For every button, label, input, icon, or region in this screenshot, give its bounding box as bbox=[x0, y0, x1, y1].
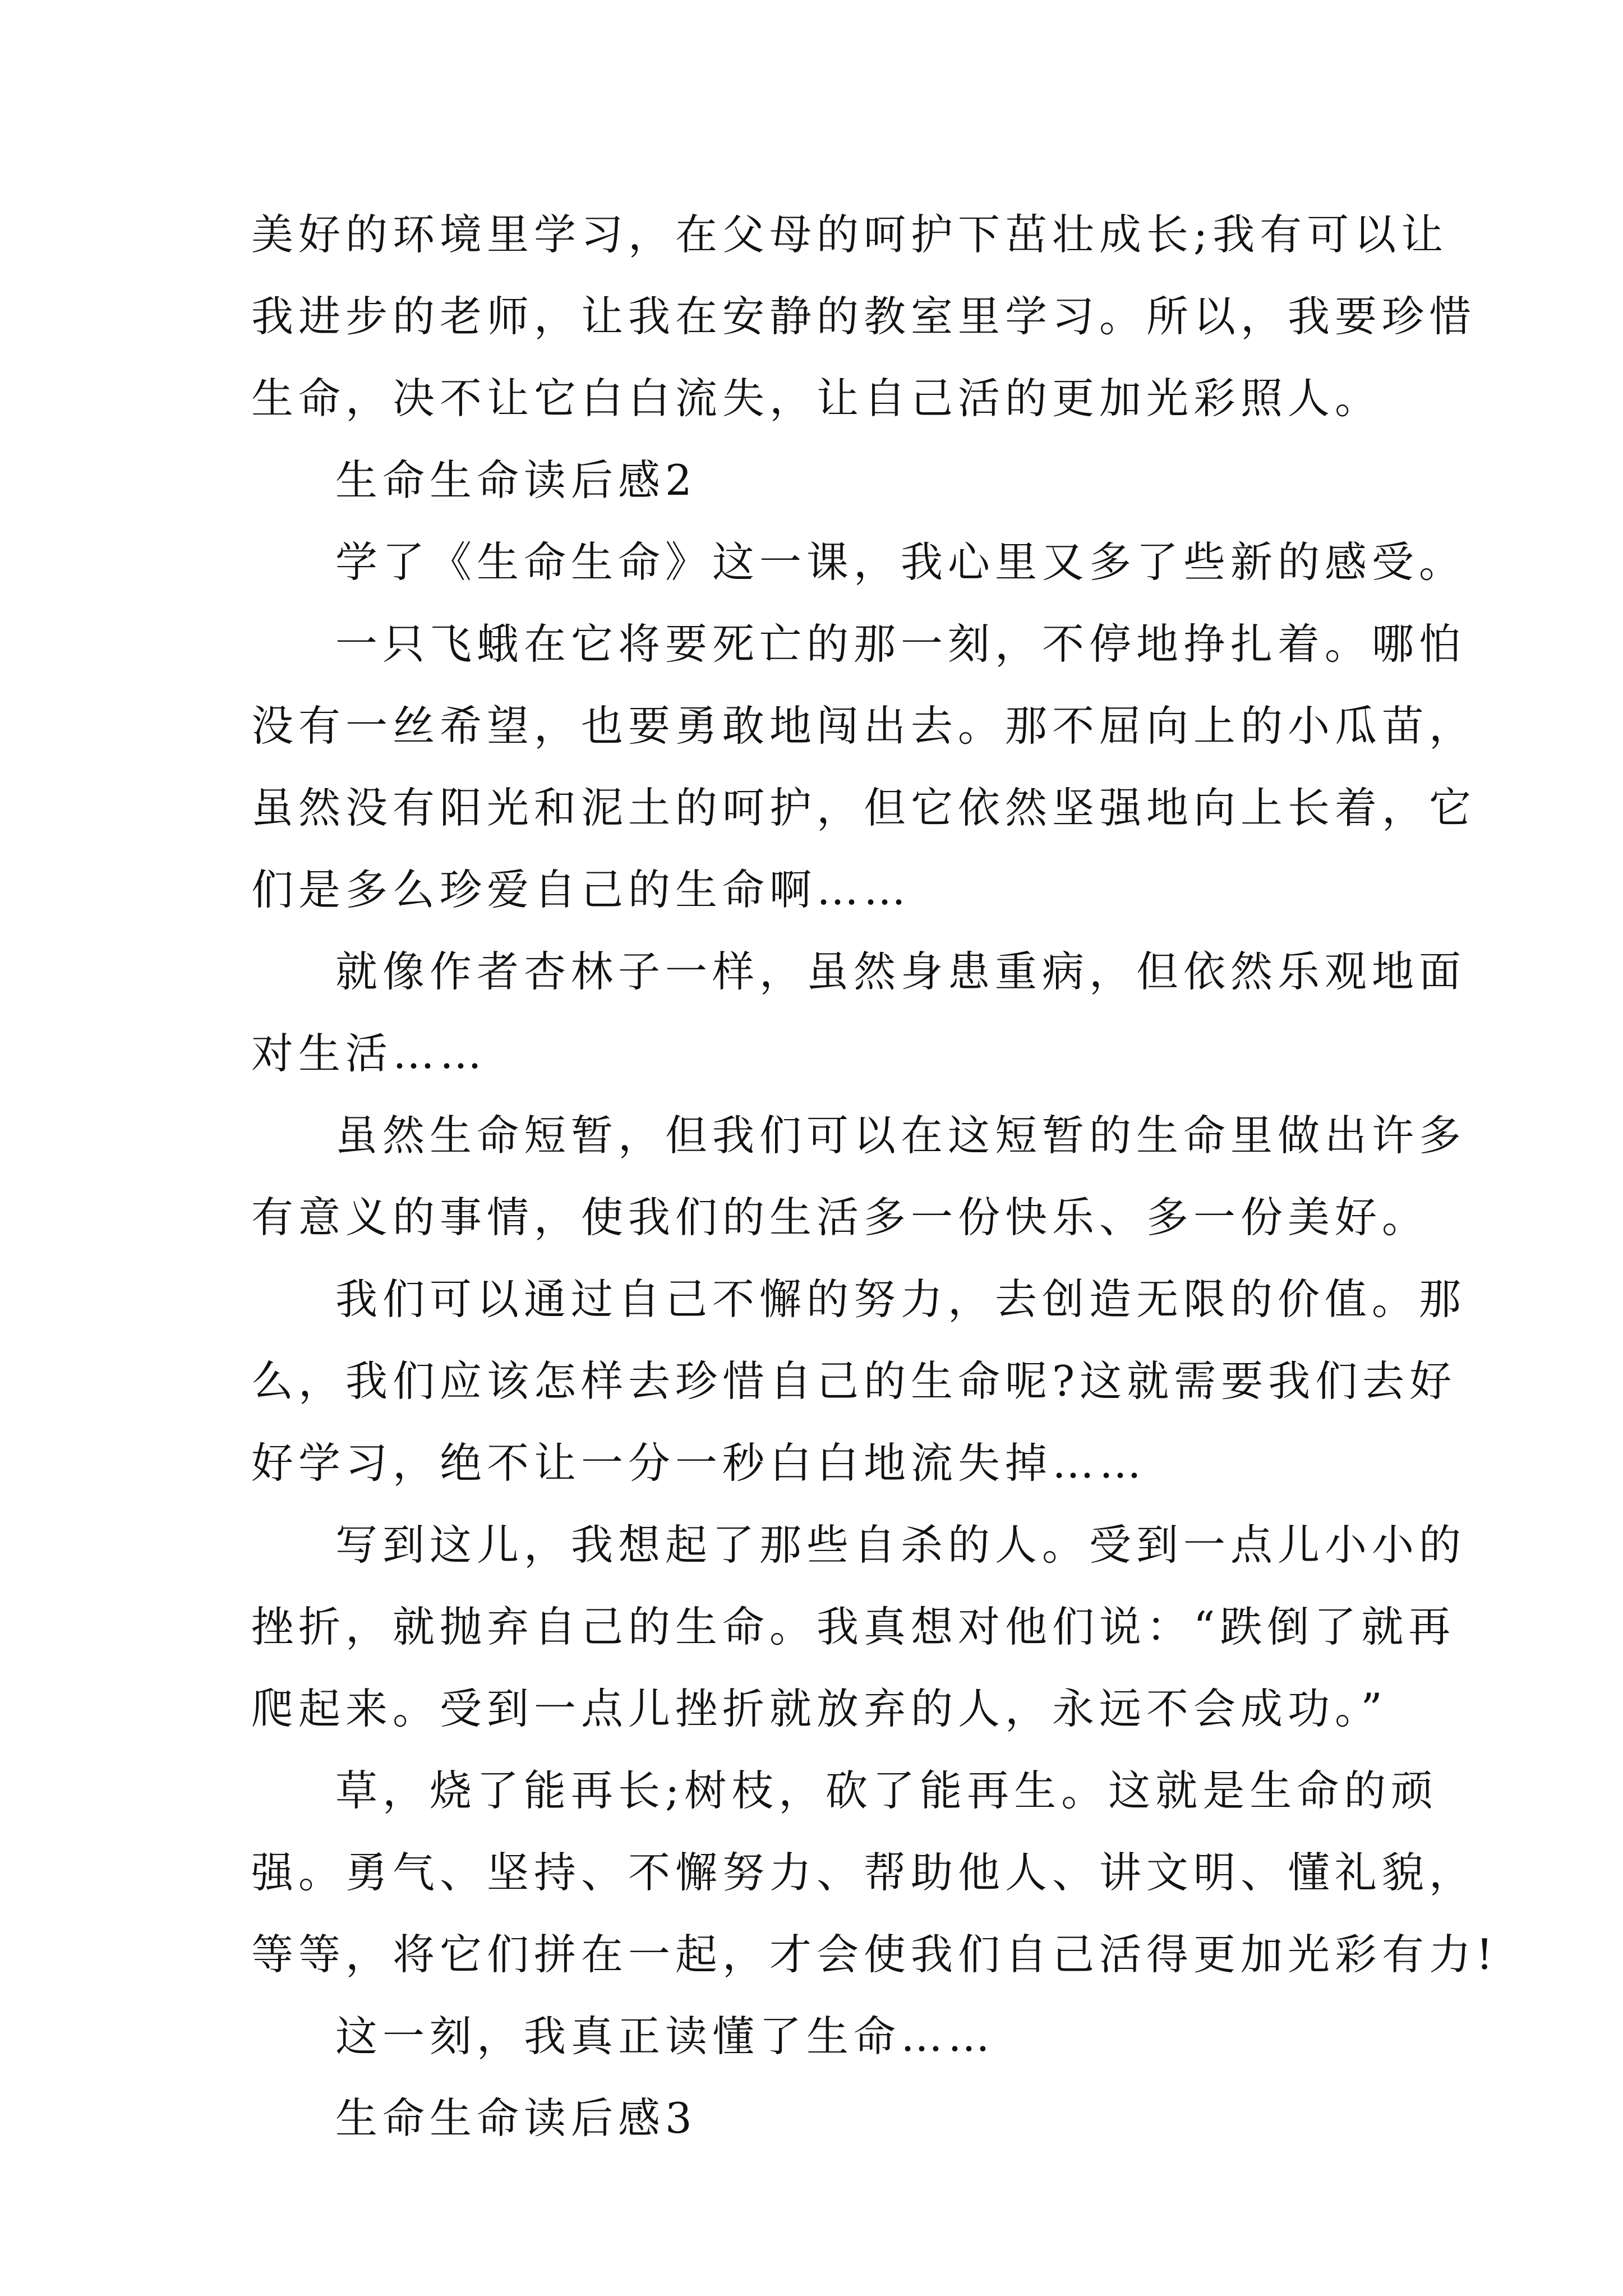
text-line: 有意义的事情，使我们的生活多一份快乐、多一份美好。 bbox=[251, 1193, 1430, 1242]
text-line: 这一刻，我真正读懂了生命…… bbox=[335, 2012, 995, 2061]
document-body bbox=[251, 194, 1498, 2159]
text-line: 没有一丝希望，也要勇敢地闯出去。那不屈向上的小瓜苗， bbox=[251, 701, 1477, 751]
text-line: 一只飞蛾在它将要死亡的那一刻，不停地挣扎着。哪怕 bbox=[335, 619, 1467, 669]
text-line: 挫折，就抛弃自己的生命。我真想对他们说：“跌倒了就再 bbox=[251, 1602, 1456, 1651]
text-line: 们是多么珍爱自己的生命啊…… bbox=[251, 865, 911, 914]
text-line: 就像作者杏林子一样，虽然身患重病，但依然乐观地面 bbox=[335, 947, 1467, 996]
text-line: 么，我们应该怎样去珍惜自己的生命呢?这就需要我们去好 bbox=[251, 1356, 1457, 1406]
text-line: 好学习，绝不让一分一秒白白地流失掉…… bbox=[251, 1438, 1147, 1488]
text-line: 对生活…… bbox=[251, 1029, 487, 1078]
text-line: 美好的环境里学习，在父母的呵护下茁壮成长;我有可以让 bbox=[251, 210, 1449, 259]
text-line: 写到这儿，我想起了那些自杀的人。受到一点儿小小的 bbox=[335, 1520, 1467, 1570]
text-line: 草，烧了能再长;树枝，砍了能再生。这就是生命的顽 bbox=[335, 1766, 1438, 1815]
text-line: 生命，决不让它白白流失，让自己活的更加光彩照人。 bbox=[251, 374, 1382, 423]
text-line: 虽然没有阳光和泥土的呵护，但它依然坚强地向上长着，它 bbox=[251, 783, 1477, 832]
text-line: 爬起来。受到一点儿挫折就放弃的人，永远不会成功。” bbox=[251, 1684, 1387, 1733]
text-line: 我进步的老师，让我在安静的教室里学习。所以，我要珍惜 bbox=[251, 292, 1477, 341]
section-heading: 生命生命读后感2 bbox=[335, 455, 697, 505]
text-line: 我们可以通过自己不懈的努力，去创造无限的价值。那 bbox=[335, 1274, 1467, 1324]
text-line: 虽然生命短暂，但我们可以在这短暂的生命里做出许多 bbox=[335, 1111, 1467, 1160]
text-line: 等等，将它们拼在一起，才会使我们自己活得更加光彩有力! bbox=[251, 1930, 1498, 1979]
text-line: 学了《生命生命》这一课，我心里又多了些新的感受。 bbox=[335, 537, 1467, 587]
section-heading: 生命生命读后感3 bbox=[335, 2093, 697, 2143]
text-line: 强。勇气、坚持、不懈努力、帮助他人、讲文明、懂礼貌， bbox=[251, 1848, 1477, 1897]
